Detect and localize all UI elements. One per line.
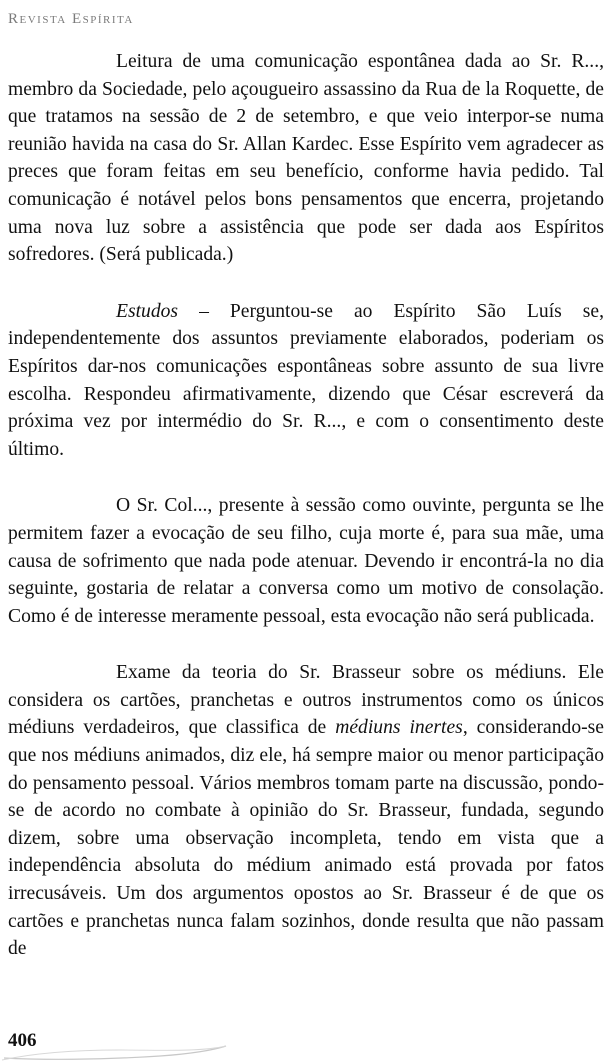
italic-term: médiuns inertes <box>335 717 463 739</box>
body-text <box>8 48 604 963</box>
running-head: Revista Espírita <box>8 11 134 27</box>
text-segment: Leitura de uma comunicação espontânea dada ao Sr. R..., membro da Sociedade, pelo açougueiro assassino da Rua de la Roquette, de que tratamos na sessão de 2 de setembro, e que veio interpor-se numa reunião havida na casa do Sr. Allan Kardec. Esse Espírito vem agradecer as preces que foram feitas em seu benefício, conforme havia pedido. Tal comunicação é notável pelos bons pensamentos que encerra, projetando uma nova luz sobre a assistência que pode ser dada aos Espíritos sofredores. (Será publicada.) <box>8 51 604 266</box>
text-segment: , considerando-se que nos médiuns animados, diz ele, há sempre maior ou menor participação do pensamento pessoal. Vários membros tomam parte na discussão, pondo-se de acordo no combate à opinião do Sr. Brasseur, fundada, segundo dizem, sobre uma observação incompleta, tendo em vista que a independência absoluta do médium animado está provada por fatos irrecusáveis. Um dos argumentos opostos ao Sr. Brasseur é de que os cartões e pranchetas nunca falam sozinhos, donde resulta que não passam de <box>8 717 604 960</box>
page-number: 406 <box>8 1030 37 1051</box>
paragraph <box>8 298 604 464</box>
paragraph <box>8 659 604 963</box>
paragraph <box>8 48 604 269</box>
paragraph <box>8 492 604 630</box>
italic-heading-word: Estudos <box>116 300 179 322</box>
text-segment: – Perguntou-se ao Espírito São Luís se, independentemente dos assuntos previamente elaborados, poderiam os Espíritos dar-nos comunicações espontâneas sobre assunto de sua livre escolha. Respondeu afirmativamente, dizendo que César escreverá da próxima vez por intermédio do Sr. R..., e com o consentimento deste último. <box>8 300 604 460</box>
text-segment: Exame da teoria do Sr. Brasseur sobre os médiuns. Ele considera os cartões, pranchetas e outros instrumentos como os únicos médiuns verdadeiros, que classifica de <box>8 662 604 739</box>
text-segment: O Sr. Col..., presente à sessão como ouvinte, pergunta se lhe permitem fazer a evocação de seu filho, cuja morte é, para sua mãe, uma causa de sofrimento que nada pode atenuar. Devendo ir encontrá-la no dia seguinte, gostaria de relatar a conversa como um motivo de consolação. Como é de interesse meramente pessoal, esta evocação não será publicada. <box>8 495 604 627</box>
